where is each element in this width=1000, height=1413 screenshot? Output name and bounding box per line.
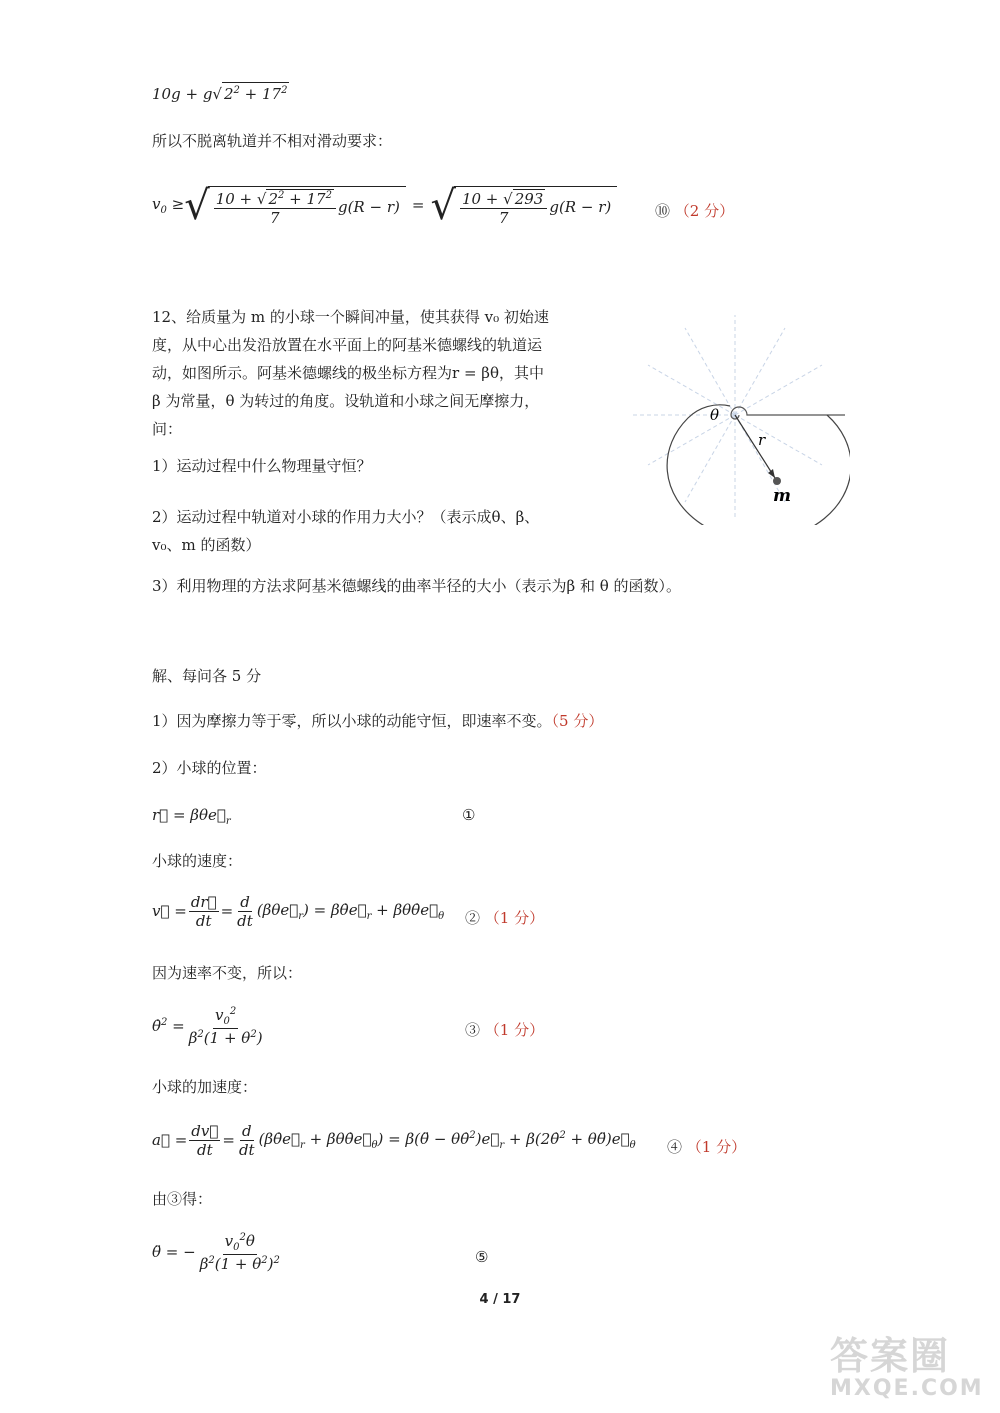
radius-arrow-head [768, 469, 775, 478]
eq4-score: （1 分） [686, 1138, 747, 1156]
question-3: 3）利用物理的方法求阿基米德螺线的曲率半径的大小（表示为β 和 θ 的函数）。 [152, 577, 682, 595]
eq5-mark: ⑤ [475, 1248, 489, 1266]
solution-intro: 解、每问各 5 分 [152, 667, 262, 685]
eq3-marker [465, 1019, 544, 1042]
question-2 [152, 503, 539, 559]
problem-line-2: 度，从中心出发沿放置在水平面上的阿基米德螺线的轨道运 [152, 336, 543, 354]
spiral-track [667, 405, 850, 525]
eq2-score: （1 分） [484, 909, 545, 927]
problem-statement [152, 303, 612, 443]
eq2-marker [465, 907, 544, 930]
speed-constant-text: 因为速率不变，所以： [152, 964, 303, 982]
eq10-mark: ⑩ [655, 202, 671, 220]
v0-condition: $v_0$ ≥ √ $\frac{10 + √ 2^2 + 17^2}{7}$ g(R − r) = √ $\frac{10 + √ 293}{7}$ g(R − r) [152, 175, 617, 237]
watermark-line-1: 答案圈 [830, 1334, 951, 1378]
problem-line-5: 问： [152, 420, 183, 438]
velocity-label: 小球的速度： [152, 852, 243, 870]
answer-1-score: （5 分） [551, 712, 604, 730]
ball [773, 477, 781, 485]
watermark-logo [830, 1325, 990, 1410]
question-1: 1）运动过程中什么物理量守恒？ [152, 457, 372, 475]
eq4-mark: ④ [667, 1138, 683, 1156]
answer-2-intro: 2）小球的位置： [152, 759, 267, 777]
prev-expression: 10g + g√ $2^2 + 17^2$ [152, 82, 289, 106]
from-eq3-text: 由③得： [152, 1190, 213, 1208]
m-label: m [773, 486, 791, 506]
eq5-theta-ddot: θ̈ = − $\frac{v_0^2\theta}{\beta^2(1 + \theta^2)^2}$ [152, 1232, 280, 1273]
question-2-line-1: 2）运动过程中轨道对小球的作用力大小？（表示成θ、β、 [152, 508, 540, 526]
watermark-line-2: MXQE.COM [830, 1376, 984, 1401]
eq1-position: r⃗ = $\beta\theta e⃗_r$ [152, 806, 231, 827]
eq2-velocity: v⃗ = $\frac{dr⃗}{dt}$ = $\frac{d}{dt}$ $(\beta\theta e⃗_r)$ = $\beta\thetȧe⃗_r$ + $\beta\theta\thetȧe⃗_\theta$ [152, 893, 445, 930]
eq3-theta-dot: θ̇$^2$ = $\frac{v_0^2}{\beta^2(1 + \theta^2)}$ [152, 1006, 263, 1047]
problem-line-1: 12、给质量为 m 的小球一个瞬间冲量，使其获得 v₀ 初始速 [152, 308, 549, 326]
radius-vector [735, 415, 775, 478]
r-label: r [758, 431, 766, 449]
eq3-mark: ③ [465, 1021, 481, 1039]
problem-line-4: β 为常量，θ 为转过的角度。设轨道和小球之间无摩擦力， [152, 392, 540, 410]
eq10-score: （2 分） [674, 202, 735, 220]
acceleration-label: 小球的加速度： [152, 1078, 258, 1096]
answer-1-text: 1）因为摩擦力等于零，所以小球的动能守恒，即速率不变。 [152, 712, 552, 730]
spiral-figure [630, 310, 850, 525]
eq3-score: （1 分） [484, 1021, 545, 1039]
eq1-mark: ① [462, 806, 476, 824]
eq2-mark: ② [465, 909, 481, 927]
eq4-acceleration: a⃗ = $\frac{dv⃗}{dt}$ = $\frac{d}{dt}$ ($\beta\thetȧe⃗_r$ + $\beta\theta\thetȧe⃗_\theta$) = β(θ̈ − $\theta\thetȧ^2)e⃗_r$ + β(2θ̇$^2$ + $\theta\thetä)e⃗_\theta$ [152, 1122, 636, 1159]
page-number: 4 / 17 [479, 1292, 521, 1307]
question-2-line-2: v₀、m 的函数） [152, 536, 261, 554]
spiral-inner [731, 407, 845, 419]
eq10-marker [655, 200, 734, 223]
theta-label: θ [710, 406, 720, 424]
radial-guide-lines [632, 315, 822, 520]
eq4-marker [667, 1136, 746, 1159]
no-slip-text: 所以不脱离轨道并不相对滑动要求： [152, 132, 393, 150]
answer-1 [152, 710, 603, 733]
problem-line-3: 动，如图所示。阿基米德螺线的极坐标方程为r = βθ，其中 [152, 364, 544, 382]
